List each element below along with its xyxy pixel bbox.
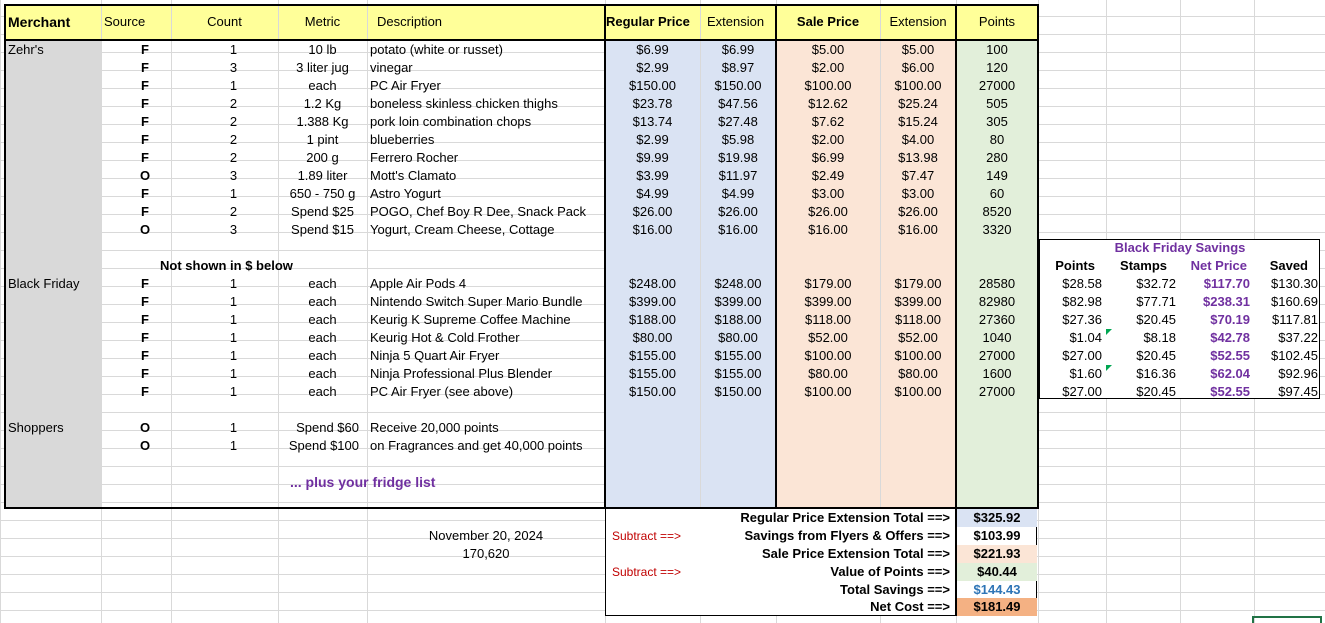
sale-price-cell: $100.00: [804, 384, 852, 399]
extension-2-cell: $6.00: [901, 60, 935, 75]
extension-2-cell: $100.00: [894, 78, 942, 93]
bf-net-price-cell: $238.31: [1203, 294, 1250, 309]
bf-stamps-cell: $77.71: [1136, 294, 1176, 309]
bf-net-price-cell: $117.70: [1203, 276, 1250, 291]
extension-1-cell: $155.00: [714, 366, 762, 381]
sale-price-cell: $118.00: [804, 312, 852, 327]
bf-points-cell: $27.00: [1062, 348, 1102, 363]
points-cell: 305: [986, 114, 1008, 129]
points-cell: 80: [989, 132, 1005, 147]
count-cell: 1: [229, 312, 238, 327]
bf-saved-cell: $37.22: [1278, 330, 1318, 345]
bf-stamps-cell: $20.45: [1136, 384, 1176, 399]
count-cell: 1: [229, 438, 238, 453]
description-cell: on Fragrances and get 40,000 points: [370, 438, 583, 453]
metric-cell: 1.2 Kg: [303, 96, 342, 111]
header-bottom-border: [4, 39, 1039, 41]
main-table-border: [4, 4, 1039, 509]
bf-stamps-cell: $16.36: [1136, 366, 1176, 381]
sale-price-cell: $80.00: [808, 366, 848, 381]
bf-points-cell: $1.60: [1069, 366, 1102, 381]
bf-net-price-cell: $42.78: [1210, 330, 1250, 345]
source-cell: F: [141, 384, 149, 399]
count-cell: 1: [229, 294, 238, 309]
not-shown-note: Not shown in $ below: [160, 258, 293, 273]
count-cell: 3: [229, 222, 238, 237]
metric-cell: 10 lb: [308, 42, 337, 57]
fridge-list-note: ... plus your fridge list: [290, 474, 436, 490]
description-cell: Apple Air Pods 4: [370, 276, 467, 291]
regular-price-cell: $2.99: [636, 132, 669, 147]
regular-price-cell: $23.78: [632, 96, 673, 111]
header-extension-2: Extension: [889, 14, 947, 29]
sale-price-cell: $26.00: [808, 204, 848, 219]
points-cell: 60: [989, 186, 1005, 201]
regular-price-cell: $80.00: [632, 330, 673, 345]
points-cell: 100: [986, 42, 1008, 57]
description-cell: Ferrero Rocher: [370, 150, 459, 165]
description-cell: Keurig Hot & Cold Frother: [370, 330, 520, 345]
description-cell: Mott's Clamato: [370, 168, 457, 183]
extension-1-cell: $150.00: [714, 384, 762, 399]
summary-label: Net Cost ==>: [870, 599, 950, 614]
merchant-shoppers: Shoppers: [8, 420, 64, 435]
summary-value: $325.92: [973, 510, 1021, 525]
bf-saved-cell: $97.45: [1278, 384, 1318, 399]
summary-value: $40.44: [977, 564, 1017, 579]
count-cell: 2: [229, 96, 238, 111]
extension-1-cell: $188.00: [714, 312, 762, 327]
count-cell: 1: [229, 348, 238, 363]
subtract-label-2: Subtract ==>: [612, 565, 682, 579]
extension-2-cell: $16.00: [898, 222, 938, 237]
description-cell: PC Air Fryer: [370, 78, 441, 93]
metric-cell: each: [308, 348, 337, 363]
sale-price-cell: $2.00: [811, 60, 845, 75]
bf-net-price-cell: $70.19: [1210, 312, 1250, 327]
header-extension-1: Extension: [707, 14, 765, 29]
points-cell: 8520: [982, 204, 1012, 219]
sale-price-cell: $100.00: [804, 78, 852, 93]
regular-price-cell: $155.00: [629, 366, 676, 381]
description-cell: POGO, Chef Boy R Dee, Snack Pack: [370, 204, 587, 219]
points-cell: 27000: [978, 78, 1016, 93]
bf-saved-cell: $130.30: [1271, 276, 1318, 291]
bf-points-cell: $82.98: [1062, 294, 1102, 309]
description-cell: Nintendo Switch Super Mario Bundle: [370, 294, 583, 309]
summary-label: Sale Price Extension Total ==>: [762, 546, 950, 561]
regular-price-cell: $248.00: [629, 276, 676, 291]
sale-col-left-border: [775, 4, 777, 509]
points-cell: 1040: [982, 330, 1012, 345]
summary-label: Regular Price Extension Total ==>: [740, 510, 950, 525]
sale-price-cell: $52.00: [808, 330, 848, 345]
description-cell: Ninja Professional Plus Blender: [370, 366, 553, 381]
points-cell: 3320: [982, 222, 1012, 237]
bf-stamps-cell: $20.45: [1136, 348, 1176, 363]
extension-2-cell: $5.00: [901, 42, 935, 57]
source-cell: O: [139, 438, 151, 453]
extension-1-cell: $150.00: [714, 78, 762, 93]
description-cell: potato (white or russet): [370, 42, 503, 57]
bf-points-cell: $27.36: [1062, 312, 1102, 327]
selected-cell[interactable]: [1252, 616, 1322, 623]
subtract-label-1: Subtract ==>: [612, 529, 682, 543]
source-cell: F: [141, 150, 149, 165]
bf-saved-cell: $92.96: [1278, 366, 1318, 381]
regular-price-cell: $9.99: [636, 150, 669, 165]
extension-2-cell: $7.47: [901, 168, 935, 183]
count-cell: 3: [229, 60, 238, 75]
report-date: November 20, 2024: [428, 528, 544, 543]
bf-col-points: Points: [1055, 258, 1095, 273]
bf-col-saved: Saved: [1269, 258, 1308, 273]
source-cell: F: [141, 294, 149, 309]
points-cell: 28580: [978, 276, 1016, 291]
header-regular-price: Regular Price: [606, 14, 690, 29]
extension-1-cell: $16.00: [718, 222, 758, 237]
source-cell: F: [141, 42, 149, 57]
count-cell: 1: [229, 420, 238, 435]
metric-cell: each: [308, 312, 337, 327]
extension-1-cell: $5.98: [721, 132, 755, 147]
description-cell: Receive 20,000 points: [370, 420, 499, 435]
source-cell: F: [141, 330, 149, 345]
extension-1-cell: $26.00: [718, 204, 758, 219]
bf-savings-title: Black Friday Savings: [1114, 240, 1246, 255]
count-cell: 1: [229, 276, 238, 291]
header-description: Description: [377, 14, 443, 29]
metric-cell: 200 g: [306, 150, 339, 165]
sale-price-cell: $12.62: [808, 96, 848, 111]
extension-2-cell: $80.00: [898, 366, 938, 381]
description-cell: blueberries: [370, 132, 435, 147]
extension-2-cell: $399.00: [894, 294, 942, 309]
points-cell: 505: [986, 96, 1008, 111]
source-cell: O: [139, 168, 151, 183]
sale-price-cell: $179.00: [804, 276, 852, 291]
summary-value: $144.43: [973, 582, 1021, 597]
summary-label: Value of Points ==>: [830, 564, 950, 579]
regular-price-cell: $26.00: [632, 204, 673, 219]
bf-points-cell: $27.00: [1062, 384, 1102, 399]
extension-2-cell: $3.00: [901, 186, 935, 201]
bf-net-price-cell: $62.04: [1210, 366, 1250, 381]
extension-2-cell: $13.98: [898, 150, 938, 165]
source-cell: O: [139, 222, 151, 237]
source-cell: F: [141, 366, 149, 381]
count-cell: 1: [229, 42, 238, 57]
source-cell: F: [141, 114, 149, 129]
description-cell: vinegar: [370, 60, 413, 75]
header-count: Count: [207, 14, 242, 29]
metric-cell: each: [308, 276, 337, 291]
extension-2-cell: $15.24: [898, 114, 938, 129]
extension-1-cell: $155.00: [714, 348, 762, 363]
description-cell: Yogurt, Cream Cheese, Cottage: [370, 222, 555, 237]
metric-cell: Spend $15: [291, 222, 354, 237]
source-cell: F: [141, 348, 149, 363]
metric-cell: Spend $60: [296, 420, 359, 435]
bf-saved-cell: $102.45: [1271, 348, 1318, 363]
regular-col-left-border: [604, 4, 606, 509]
points-cell: 280: [986, 150, 1008, 165]
header-merchant: Merchant: [8, 14, 71, 30]
header-source: Source: [104, 14, 146, 29]
summary-value: $103.99: [973, 528, 1021, 543]
regular-price-cell: $6.99: [636, 42, 669, 57]
extension-2-cell: $4.00: [901, 132, 935, 147]
summary-value: $181.49: [973, 599, 1021, 614]
extension-1-cell: $6.99: [721, 42, 755, 57]
bf-saved-cell: $160.69: [1271, 294, 1318, 309]
summary-value: $221.93: [973, 546, 1021, 561]
extension-2-cell: $26.00: [898, 204, 938, 219]
regular-price-cell: $4.99: [636, 186, 669, 201]
regular-price-cell: $155.00: [629, 348, 676, 363]
count-cell: 1: [229, 186, 238, 201]
extension-1-cell: $4.99: [721, 186, 755, 201]
sale-price-cell: $2.49: [811, 168, 845, 183]
points-cell: 1600: [982, 366, 1012, 381]
source-cell: F: [141, 60, 149, 75]
description-cell: PC Air Fryer (see above): [370, 384, 514, 399]
bf-net-price-cell: $52.55: [1210, 348, 1250, 363]
metric-cell: each: [308, 78, 337, 93]
extension-1-cell: $399.00: [714, 294, 762, 309]
points-total: 170,620: [462, 546, 510, 561]
source-cell: F: [141, 204, 149, 219]
bf-stamps-cell: $20.45: [1136, 312, 1176, 327]
regular-price-cell: $150.00: [629, 78, 676, 93]
regular-price-cell: $399.00: [629, 294, 676, 309]
extension-2-cell: $25.24: [898, 96, 938, 111]
bf-net-price-cell: $52.55: [1210, 384, 1250, 399]
count-cell: 1: [229, 330, 238, 345]
bf-col-net: Net Price: [1190, 258, 1247, 273]
header-sale-price: Sale Price: [796, 14, 860, 29]
extension-1-cell: $19.98: [718, 150, 758, 165]
points-cell: 27000: [978, 348, 1016, 363]
header-metric: Metric: [304, 14, 341, 29]
bf-points-cell: $1.04: [1069, 330, 1102, 345]
bf-stamps-cell: $8.18: [1143, 330, 1176, 345]
merchant-black-friday: Black Friday: [8, 276, 80, 291]
sale-price-cell: $2.00: [811, 132, 845, 147]
metric-cell: Spend $100: [288, 438, 359, 453]
extension-1-cell: $11.97: [718, 168, 758, 183]
count-cell: 1: [229, 366, 238, 381]
extension-1-cell: $27.48: [718, 114, 758, 129]
metric-cell: each: [308, 384, 337, 399]
points-col-left-border: [955, 4, 957, 509]
sale-price-cell: $5.00: [811, 42, 845, 57]
metric-cell: each: [308, 294, 337, 309]
count-cell: 2: [229, 204, 238, 219]
regular-price-cell: $2.99: [636, 60, 669, 75]
merchant-zehrs: Zehr's: [8, 42, 44, 57]
sale-price-cell: $7.62: [811, 114, 845, 129]
count-cell: 2: [229, 132, 238, 147]
metric-cell: each: [308, 330, 337, 345]
regular-price-cell: $16.00: [632, 222, 673, 237]
source-cell: F: [141, 132, 149, 147]
header-points: Points: [978, 14, 1016, 29]
sale-price-cell: $100.00: [804, 348, 852, 363]
metric-cell: 1.388 Kg: [296, 114, 349, 129]
description-cell: pork loin combination chops: [370, 114, 532, 129]
summary-label: Total Savings ==>: [840, 582, 950, 597]
points-cell: 27360: [978, 312, 1016, 327]
points-cell: 82980: [978, 294, 1016, 309]
count-cell: 2: [229, 150, 238, 165]
points-cell: 149: [986, 168, 1008, 183]
metric-cell: 3 liter jug: [296, 60, 349, 75]
bf-col-stamps: Stamps: [1120, 258, 1167, 273]
description-cell: Ninja 5 Quart Air Fryer: [370, 348, 500, 363]
extension-2-cell: $118.00: [894, 312, 942, 327]
source-cell: F: [141, 96, 149, 111]
points-cell: 27000: [978, 384, 1016, 399]
count-cell: 2: [229, 114, 238, 129]
regular-price-cell: $13.74: [632, 114, 673, 129]
extension-1-cell: $8.97: [721, 60, 755, 75]
sale-price-cell: $16.00: [808, 222, 848, 237]
extension-2-cell: $52.00: [898, 330, 938, 345]
regular-price-cell: $3.99: [636, 168, 669, 183]
summary-label: Savings from Flyers & Offers ==>: [744, 528, 950, 543]
extension-2-cell: $100.00: [894, 384, 942, 399]
comment-marker-icon: [1106, 365, 1112, 371]
source-cell: F: [141, 78, 149, 93]
count-cell: 3: [229, 168, 238, 183]
description-cell: Keurig K Supreme Coffee Machine: [370, 312, 571, 327]
source-cell: O: [139, 420, 151, 435]
bf-stamps-cell: $32.72: [1136, 276, 1176, 291]
extension-2-cell: $179.00: [894, 276, 942, 291]
regular-price-cell: $150.00: [629, 384, 676, 399]
description-cell: boneless skinless chicken thighs: [370, 96, 558, 111]
metric-cell: 1.89 liter: [297, 168, 348, 183]
sale-price-cell: $6.99: [811, 150, 845, 165]
bf-saved-cell: $117.81: [1271, 312, 1318, 327]
source-cell: F: [141, 312, 149, 327]
source-cell: F: [141, 276, 149, 291]
description-cell: Astro Yogurt: [370, 186, 441, 201]
metric-cell: 650 - 750 g: [289, 186, 356, 201]
metric-cell: each: [308, 366, 337, 381]
extension-2-cell: $100.00: [894, 348, 942, 363]
extension-1-cell: $47.56: [718, 96, 758, 111]
sale-price-cell: $3.00: [811, 186, 845, 201]
comment-marker-icon: [1106, 329, 1112, 335]
extension-1-cell: $80.00: [718, 330, 758, 345]
count-cell: 1: [229, 78, 238, 93]
sale-price-cell: $399.00: [804, 294, 852, 309]
count-cell: 1: [229, 384, 238, 399]
metric-cell: 1 pint: [306, 132, 339, 147]
metric-cell: Spend $25: [291, 204, 354, 219]
extension-1-cell: $248.00: [714, 276, 762, 291]
points-cell: 120: [986, 60, 1008, 75]
regular-price-cell: $188.00: [629, 312, 676, 327]
bf-points-cell: $28.58: [1062, 276, 1102, 291]
source-cell: F: [141, 186, 149, 201]
